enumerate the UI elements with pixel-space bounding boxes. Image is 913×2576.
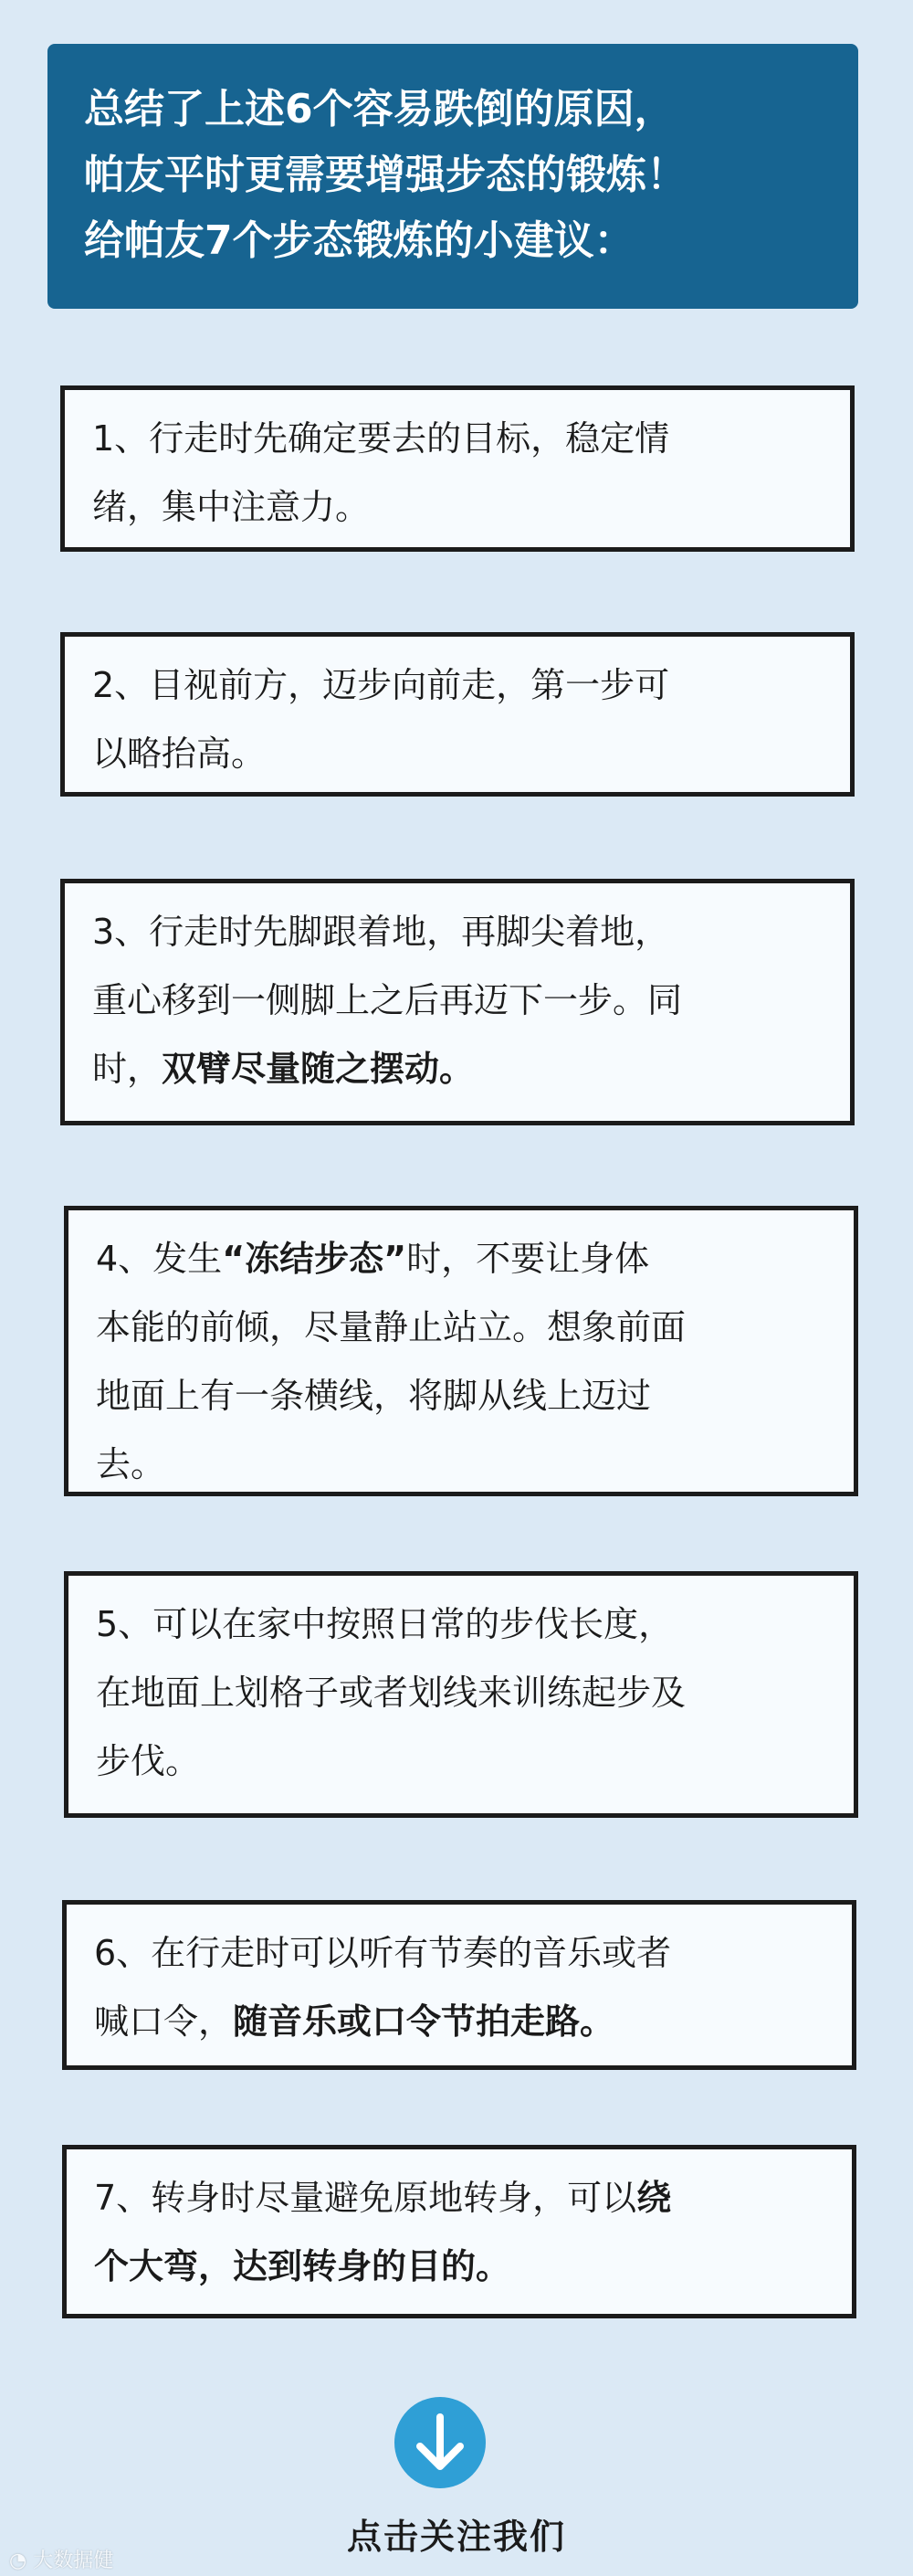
tip-5-line-2: 在地面上划格子或者划线来训练起步及 — [96, 1673, 687, 1713]
tip-1-line-1: 1、行走时先确定要去的目标，稳定情 — [92, 418, 670, 459]
tip-4-line-4: 去。 — [96, 1444, 166, 1484]
tip-6-emphasis: 随音乐或口令节拍走路。 — [233, 2001, 615, 2042]
tip-7-line-1-prefix: 7、转身时尽量避免原地转身，可以 — [94, 2178, 637, 2218]
watermark-icon: ◔ — [9, 2550, 27, 2572]
watermark — [9, 2545, 113, 2573]
summary-header — [47, 44, 858, 309]
tip-3-line-2: 重心移到一侧脚上之后再迈下一步。同 — [92, 980, 683, 1020]
header-line-1: 总结了上述6个容易跌倒的原因， — [84, 86, 675, 132]
tip-7-emphasis-start: 绕 — [636, 2178, 672, 2218]
tip-3-line-3-prefix: 时， — [92, 1049, 163, 1089]
tip-2-line-2: 以略抬高。 — [92, 734, 267, 774]
tip-4-line-1-prefix: 4、发生 — [96, 1239, 223, 1279]
watermark-text: 大数据健 — [33, 2550, 114, 2572]
tip-4-line-1-suffix: 时，不要让身体 — [406, 1239, 650, 1279]
tip-3-emphasis: 双臂尽量随之摆动。 — [162, 1049, 475, 1089]
arrow-down-icon — [394, 2397, 486, 2488]
tip-6-line-1: 6、在行走时可以听有节奏的音乐或者 — [94, 1933, 672, 1973]
arrow-down-circle-icon[interactable] — [394, 2397, 486, 2488]
tip-6-line-2-prefix: 喊口令， — [94, 2001, 234, 2042]
tip-5-line-3: 步伐。 — [96, 1741, 201, 1781]
tip-card-6 — [62, 1900, 856, 2070]
tip-1-line-2: 绪，集中注意力。 — [92, 487, 371, 527]
tip-card-1 — [60, 385, 855, 552]
tip-card-4 — [64, 1206, 858, 1496]
tip-5-line-1: 5、可以在家中按照日常的步伐长度， — [96, 1604, 674, 1644]
tip-6-line-2 — [94, 1988, 834, 2056]
tip-7-line-2 — [94, 2233, 834, 2301]
tip-2-line-1: 2、目视前方，迈步向前走，第一步可 — [92, 665, 670, 705]
tip-4-line-1 — [96, 1225, 835, 1293]
tip-4-line-3: 地面上有一条横线，将脚从线上迈过 — [96, 1376, 652, 1416]
tip-3-line-3 — [92, 1035, 832, 1103]
tip-card-2 — [60, 632, 855, 797]
tip-3-line-1: 3、行走时先脚跟着地，再脚尖着地， — [92, 912, 670, 952]
header-line-3: 给帕友7个步态锻炼的小建议： — [84, 217, 635, 264]
tip-4-line-2: 本能的前倾，尽量静止站立。想象前面 — [96, 1307, 687, 1347]
tip-7-emphasis: 个大弯，达到转身的目的。 — [94, 2246, 511, 2286]
tip-4-emphasis: “冻结步态” — [222, 1239, 407, 1279]
header-line-2: 帕友平时更需要增强步态的锻炼！ — [84, 152, 687, 198]
tip-card-5 — [64, 1571, 858, 1818]
tip-7-line-1 — [94, 2164, 834, 2233]
tip-card-7 — [62, 2145, 856, 2318]
follow-us-link[interactable]: 点击关注我们 — [346, 2517, 566, 2557]
tip-card-3 — [60, 879, 855, 1125]
